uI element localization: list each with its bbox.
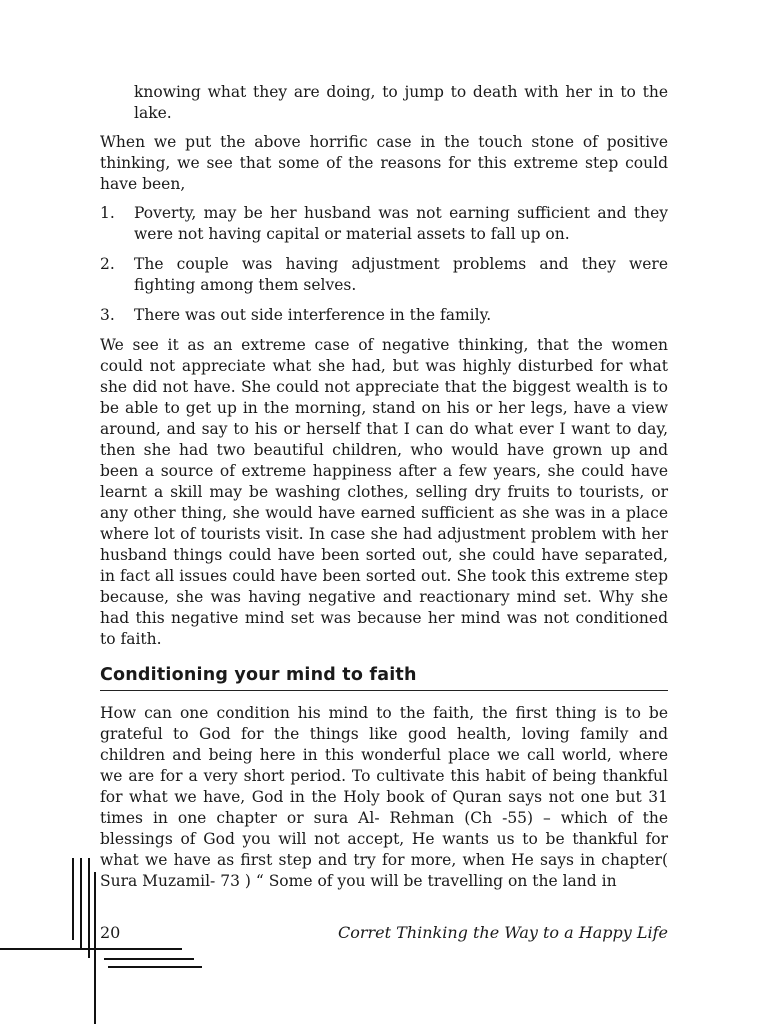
- corner-line-horizontal-3: [108, 966, 202, 968]
- paragraph-conditioning: How can one condition his mind to the faith, the first thing is to be grateful to God for the things like good health, loving family and children and being here in this wonderful place we call world, where we are for a very short period. To cultivate this habit of being thankful for what we have, God in the Holy book of Quran says not one but 31 times in one chapter or sura Al- Rehman (Ch -55) – which of the blessings of God you will not accept, He wants us to be thankful for what we have as first step and try for more, when He says in chapter( Sura Muzamil- 73 ) “ Some of you will be travelling on the land in: [100, 704, 668, 890]
- reasons-list: [100, 203, 668, 326]
- corner-line-horizontal-1: [0, 948, 182, 950]
- list-item-number: 1.: [100, 204, 115, 222]
- paragraph-reasons-intro: When we put the above horrific case in the touch stone of positive thinking, we see that some of the reasons for this extreme step could have been,: [100, 133, 668, 193]
- paragraph-negative-thinking: We see it as an extreme case of negative thinking, that the women could not appreciate what she had, but was highly disturbed for what she did not have. She could not appreciate that the biggest wealth is to be able to get up in the morning, stand on his or her legs, have a view around, and say to his or herself that I can do what ever I want to day, then she had two beautiful children, who would have grown up and been a source of extreme happiness after a few years, she could have learnt a skill may be washing clothes, selling dry fruits to tourists, or any other thing, she would have earned sufficient as she was in a place where lot of tourists visit. In case she had adjustment problem with her husband things could have been sorted out, she could have separated, in fact all issues could have been sorted out. She took this extreme step because, she was having negative and reactionary mind set. Why she had this negative mind set was because her mind was not conditioned to faith.: [100, 336, 668, 648]
- list-item: [100, 254, 668, 296]
- intro-continuation: knowing what they are doing, to jump to death with her in to the lake.: [134, 83, 668, 122]
- list-item-text: There was out side interference in the family.: [134, 306, 492, 324]
- page-body: [100, 82, 668, 900]
- list-item-text: The couple was having adjustment problems and they were fighting among them selves.: [134, 255, 668, 294]
- running-title: Corret Thinking the Way to a Happy Life: [337, 923, 668, 942]
- corner-line-vertical-1: [72, 858, 74, 940]
- list-item: [100, 203, 668, 245]
- corner-line-vertical-3: [88, 858, 90, 958]
- list-item-number: 3.: [100, 306, 115, 324]
- list-item-text: Poverty, may be her husband was not earning sufficient and they were not having capital or material assets to fall up on.: [134, 204, 668, 243]
- list-item-number: 2.: [100, 255, 115, 273]
- section-heading: Conditioning your mind to faith: [100, 664, 668, 691]
- corner-line-vertical-2: [80, 858, 82, 948]
- page-number: 20: [100, 923, 121, 942]
- corner-line-horizontal-2: [104, 958, 194, 960]
- list-item: [100, 305, 668, 326]
